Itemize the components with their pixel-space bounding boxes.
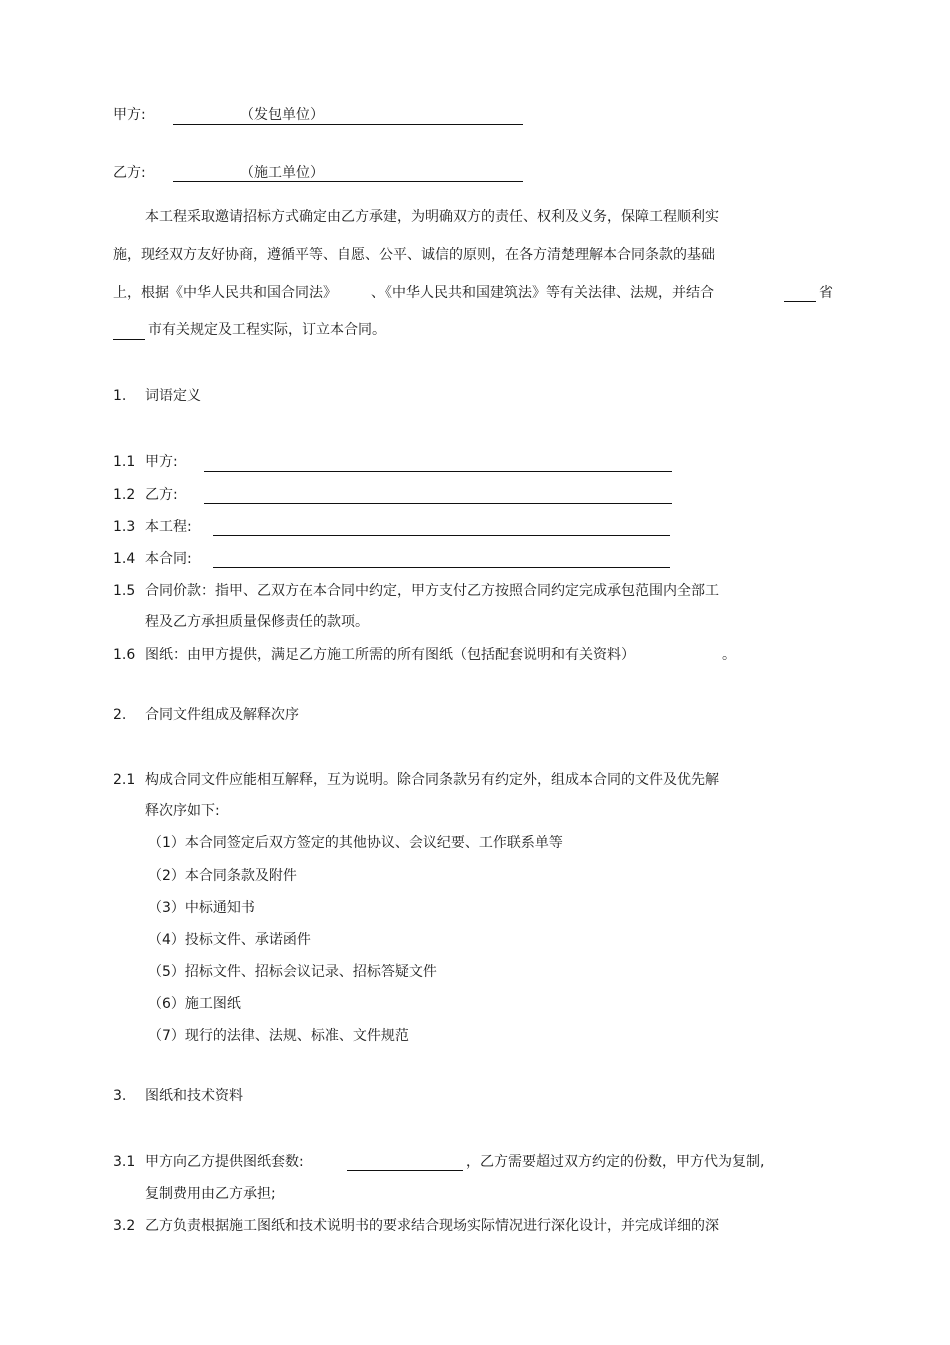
city-blank[interactable] <box>113 339 145 340</box>
item-1-1-label: 甲方: <box>145 454 178 470</box>
item-1-5-number: 1.5 <box>113 583 136 599</box>
item-1-6-number: 1.6 <box>113 647 136 663</box>
item-1-3-number: 1.3 <box>113 519 136 535</box>
section-1-number: 1. <box>113 388 127 404</box>
item-1-3-label: 本工程: <box>145 519 192 535</box>
item-1-1-number: 1.1 <box>113 454 136 470</box>
party-a-label: 甲方: <box>113 107 146 123</box>
preamble-line-3b: 、《中华人民共和国建筑法》等有关法律、法规，并结合 <box>371 285 714 301</box>
item-1-4-blank[interactable] <box>213 567 670 568</box>
section-3-number: 3. <box>113 1088 127 1104</box>
party-b-blank[interactable] <box>173 181 523 182</box>
list-item: （6）施工图纸 <box>148 996 241 1012</box>
item-2-1-number: 2.1 <box>113 772 136 788</box>
item-1-3-blank[interactable] <box>213 535 670 536</box>
item-1-5-line-1: 合同价款：指甲、乙双方在本合同中约定，甲方支付乙方按照合同约定完成承包范围内全部工 <box>145 583 719 599</box>
list-item: （3）中标通知书 <box>148 900 255 916</box>
item-1-2-number: 1.2 <box>113 487 136 503</box>
item-3-1-text-b: ，乙方需要超过双方约定的份数，甲方代为复制, <box>466 1154 765 1170</box>
party-b-note: （施工单位） <box>240 165 324 181</box>
item-1-6-text: 图纸：由甲方提供，满足乙方施工所需的所有图纸（包括配套说明和有关资料） <box>145 647 635 663</box>
list-item: （7）现行的法律、法规、标准、文件规范 <box>148 1028 409 1044</box>
item-1-1-blank[interactable] <box>204 471 672 472</box>
item-2-1-line-1: 构成合同文件应能相互解释，互为说明。除合同条款另有约定外，组成本合同的文件及优先解 <box>145 772 719 788</box>
section-2-title: 合同文件组成及解释次序 <box>145 707 299 723</box>
item-3-1-number: 3.1 <box>113 1154 136 1170</box>
preamble-line-4: 市有关规定及工程实际，订立本合同。 <box>148 322 386 338</box>
item-3-2-number: 3.2 <box>113 1218 136 1234</box>
party-a-note: （发包单位） <box>240 107 324 123</box>
list-item: （2）本合同条款及附件 <box>148 868 297 884</box>
item-1-2-blank[interactable] <box>204 503 672 504</box>
party-b-label: 乙方: <box>113 165 146 181</box>
item-1-5-line-2: 程及乙方承担质量保修责任的款项。 <box>145 614 369 630</box>
drawing-sets-blank[interactable] <box>347 1170 463 1171</box>
party-a-blank[interactable] <box>173 124 523 125</box>
item-3-1-line-2: 复制费用由乙方承担; <box>145 1186 276 1202</box>
list-item: （4）投标文件、承诺函件 <box>148 932 311 948</box>
section-1-title: 词语定义 <box>145 388 201 404</box>
item-1-2-label: 乙方: <box>145 487 178 503</box>
list-item: （5）招标文件、招标会议记录、招标答疑文件 <box>148 964 437 980</box>
preamble-line-2: 施，现经双方友好协商，遵循平等、自愿、公平、诚信的原则，在各方清楚理解本合同条款的基础 <box>113 247 715 263</box>
item-2-1-line-2: 释次序如下: <box>145 803 220 819</box>
list-item: （1）本合同签定后双方签定的其他协议、会议纪要、工作联系单等 <box>148 835 563 851</box>
preamble-line-3c: 省 <box>819 285 833 301</box>
item-1-6-period: 。 <box>722 647 736 663</box>
province-blank[interactable] <box>784 301 816 302</box>
section-2-number: 2. <box>113 707 127 723</box>
item-3-2-line-1: 乙方负责根据施工图纸和技术说明书的要求结合现场实际情况进行深化设计，并完成详细的深 <box>145 1218 719 1234</box>
item-3-1-text-a: 甲方向乙方提供图纸套数: <box>145 1154 304 1170</box>
preamble-line-1: 本工程采取邀请招标方式确定由乙方承建，为明确双方的责任、权利及义务，保障工程顺利实 <box>145 209 719 225</box>
item-1-4-number: 1.4 <box>113 551 136 567</box>
preamble-line-3a: 上，根据《中华人民共和国合同法》 <box>113 285 337 301</box>
item-1-4-label: 本合同: <box>145 551 192 567</box>
section-3-title: 图纸和技术资料 <box>145 1088 243 1104</box>
